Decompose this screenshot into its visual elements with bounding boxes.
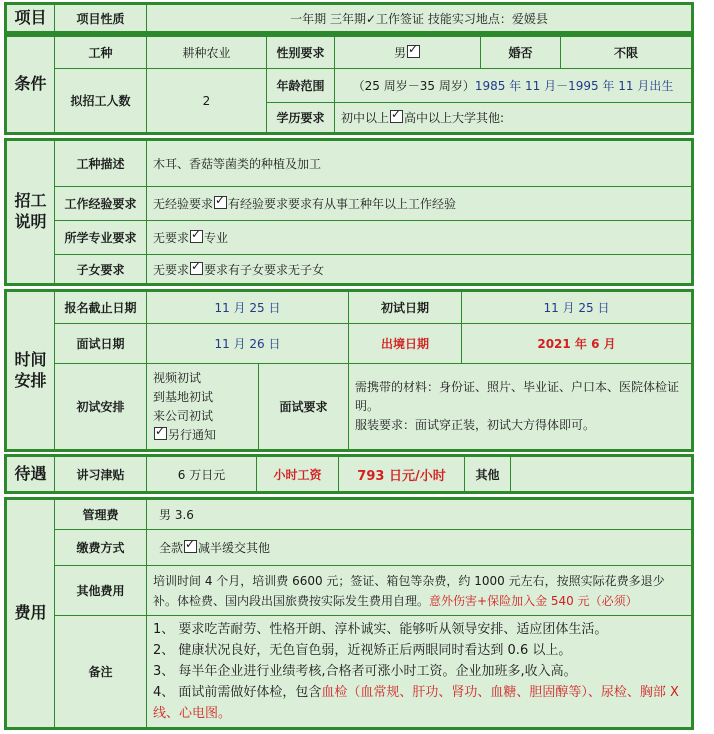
notes-value xyxy=(147,616,692,728)
section-fees: 费用 xyxy=(7,500,55,728)
first-date-label: 初试日期 xyxy=(349,292,462,324)
req-materials: 需携带的材料：身份证、照片、毕业证、户口本、医院体检证明。 xyxy=(355,380,680,413)
section-schedule xyxy=(7,292,55,450)
benefits-block xyxy=(4,454,694,494)
checkbox-icon xyxy=(184,540,197,553)
req-dress: 服装要求：面试穿正装，初试大方得体即可。 xyxy=(355,418,596,432)
job-type-value: 耕种农业 xyxy=(147,37,267,69)
gender-value xyxy=(335,37,481,69)
project-nature-label: 项目性质 xyxy=(55,5,147,32)
subsidy-label: 讲习津贴 xyxy=(55,457,147,492)
marital-label: 婚否 xyxy=(481,37,561,69)
arrange-item: 到基地初试 xyxy=(153,389,214,404)
marital-value: 不限 xyxy=(561,37,692,69)
experience-post: 有经验要求要求有从事工种年以上工作经验 xyxy=(228,197,457,211)
project-nature-value xyxy=(147,5,692,32)
section-recruit xyxy=(7,141,55,284)
age-label: 年龄范围 xyxy=(267,69,335,103)
note-item: 1、 要求吃苦耐劳、性格开朗、淳朴诚实、能够听从领导安排、适应团体生活。 xyxy=(153,622,608,637)
experience-label: 工作经验要求 xyxy=(55,187,147,221)
departure-value: 2021 年 6 月 xyxy=(462,324,692,364)
education-pre: 初中以上 xyxy=(341,111,390,125)
fees-block xyxy=(4,497,694,730)
major-label: 所学专业要求 xyxy=(55,221,147,255)
first-arrange-list xyxy=(147,364,259,450)
major-pre: 无要求 xyxy=(153,231,190,245)
interview-date-label: 面试日期 xyxy=(55,324,147,364)
checkbox-icon xyxy=(214,196,227,209)
pay-pre: 全款 xyxy=(159,541,184,555)
arrange-item-checked xyxy=(153,426,252,445)
other-benefit-label: 其他 xyxy=(465,457,511,492)
section-project: 项目 xyxy=(7,5,55,32)
wage-value-text: 793 日元/小时 xyxy=(357,468,446,484)
pay-post: 减半缓交其他 xyxy=(198,541,271,555)
checkbox-icon xyxy=(190,262,203,275)
education-post: 高中以上大学其他: xyxy=(404,111,505,125)
section-conditions: 条件 xyxy=(7,37,55,133)
other-fee-value xyxy=(147,566,692,616)
job-type-label: 工种 xyxy=(55,37,147,69)
checkbox-icon xyxy=(154,427,167,440)
children-value xyxy=(147,255,692,284)
interview-req-label: 面试要求 xyxy=(259,364,349,450)
age-range: 1985 年 11 月－1995 年 11 月出生 xyxy=(474,79,674,93)
note4-red: 血检（血常规、肝功、肾功、血糖、胆固醇等）、尿检、胸部 X 线、心电图。 xyxy=(153,685,679,721)
experience-pre: 无经验要求 xyxy=(153,197,214,211)
wage-label: 小时工资 xyxy=(257,457,339,492)
gender-text: 男 xyxy=(393,46,406,60)
arrange-item: 视频初试 xyxy=(153,370,202,385)
mgmt-fee-text: 男 3.6 xyxy=(159,508,194,522)
first-arrange-label: 初试安排 xyxy=(55,364,147,450)
other-benefit-value xyxy=(511,457,692,492)
headcount-label: 拟招工人数 xyxy=(55,69,147,133)
insurance-note: 意外伤害+保险加入金 540 元（必须） xyxy=(429,593,638,608)
section-benefits: 待遇 xyxy=(7,457,55,492)
arrange-item: 来公司初试 xyxy=(153,408,214,423)
schedule-block xyxy=(4,289,694,452)
deadline-value: 11 月 25 日 xyxy=(147,292,349,324)
mgmt-fee-label: 管理费 xyxy=(55,500,147,530)
children-post: 要求有子女要求无子女 xyxy=(204,262,325,277)
age-value xyxy=(335,69,692,103)
job-desc-label: 工种描述 xyxy=(55,141,147,187)
children-pre: 无要求 xyxy=(153,262,190,277)
conditions-block xyxy=(4,34,694,135)
age-prefix: （25 周岁－35 周岁） xyxy=(352,79,475,93)
deadline-label: 报名截止日期 xyxy=(55,292,147,324)
checkbox-icon xyxy=(390,110,403,123)
subsidy-value: 6 万日元 xyxy=(147,457,257,492)
wage-value xyxy=(339,457,465,492)
interview-req-value xyxy=(349,364,692,450)
major-value xyxy=(147,221,692,255)
checkbox-icon xyxy=(407,45,420,58)
arrange-item-text: 另行通知 xyxy=(168,427,217,442)
note4-pre: 4、 面试前需做好体检，包含 xyxy=(153,685,322,700)
other-fee-text: 培训时间 4 个月，培训费 6600 元；签证、箱包等杂费，约 1000 元左右，按照实际花费多退少补。体检费、国内段出国旅费按实际发生费用自理。 xyxy=(153,573,665,608)
note-item: 3、 每半年企业进行业绩考核,合格者可涨小时工资。企业加班多,收入高。 xyxy=(153,664,577,679)
major-post: 专业 xyxy=(204,231,229,245)
pay-method-value xyxy=(147,530,692,566)
note-item: 2、 健康状况良好，无色盲色弱，近视矫正后两眼同时看达到 0.6 以上。 xyxy=(153,643,572,658)
gender-label: 性别要求 xyxy=(267,37,335,69)
departure-label: 出境日期 xyxy=(349,324,462,364)
checkbox-icon xyxy=(190,230,203,243)
project-nature-text: 一年期 三年期✓工作签证 技能实习地点：爱媛县 xyxy=(290,11,548,26)
other-fee-label: 其他费用 xyxy=(55,566,147,616)
education-value xyxy=(335,103,692,133)
section-recruit-text: 招工说明 xyxy=(14,191,47,231)
children-label: 子女要求 xyxy=(55,255,147,284)
pay-method-label: 缴费方式 xyxy=(55,530,147,566)
section-schedule-text: 时间安排 xyxy=(14,349,47,390)
mgmt-fee-value xyxy=(147,500,692,530)
note-item-4 xyxy=(153,682,685,724)
notes-label: 备注 xyxy=(55,616,147,728)
job-desc-value: 木耳、香菇等菌类的种植及加工 xyxy=(147,141,692,187)
project-block xyxy=(4,2,694,34)
first-date-value: 11 月 25 日 xyxy=(462,292,692,324)
education-label: 学历要求 xyxy=(267,103,335,133)
experience-value xyxy=(147,187,692,221)
headcount-value: 2 xyxy=(147,69,267,133)
recruit-block xyxy=(4,138,694,286)
interview-date-value: 11 月 26 日 xyxy=(147,324,349,364)
